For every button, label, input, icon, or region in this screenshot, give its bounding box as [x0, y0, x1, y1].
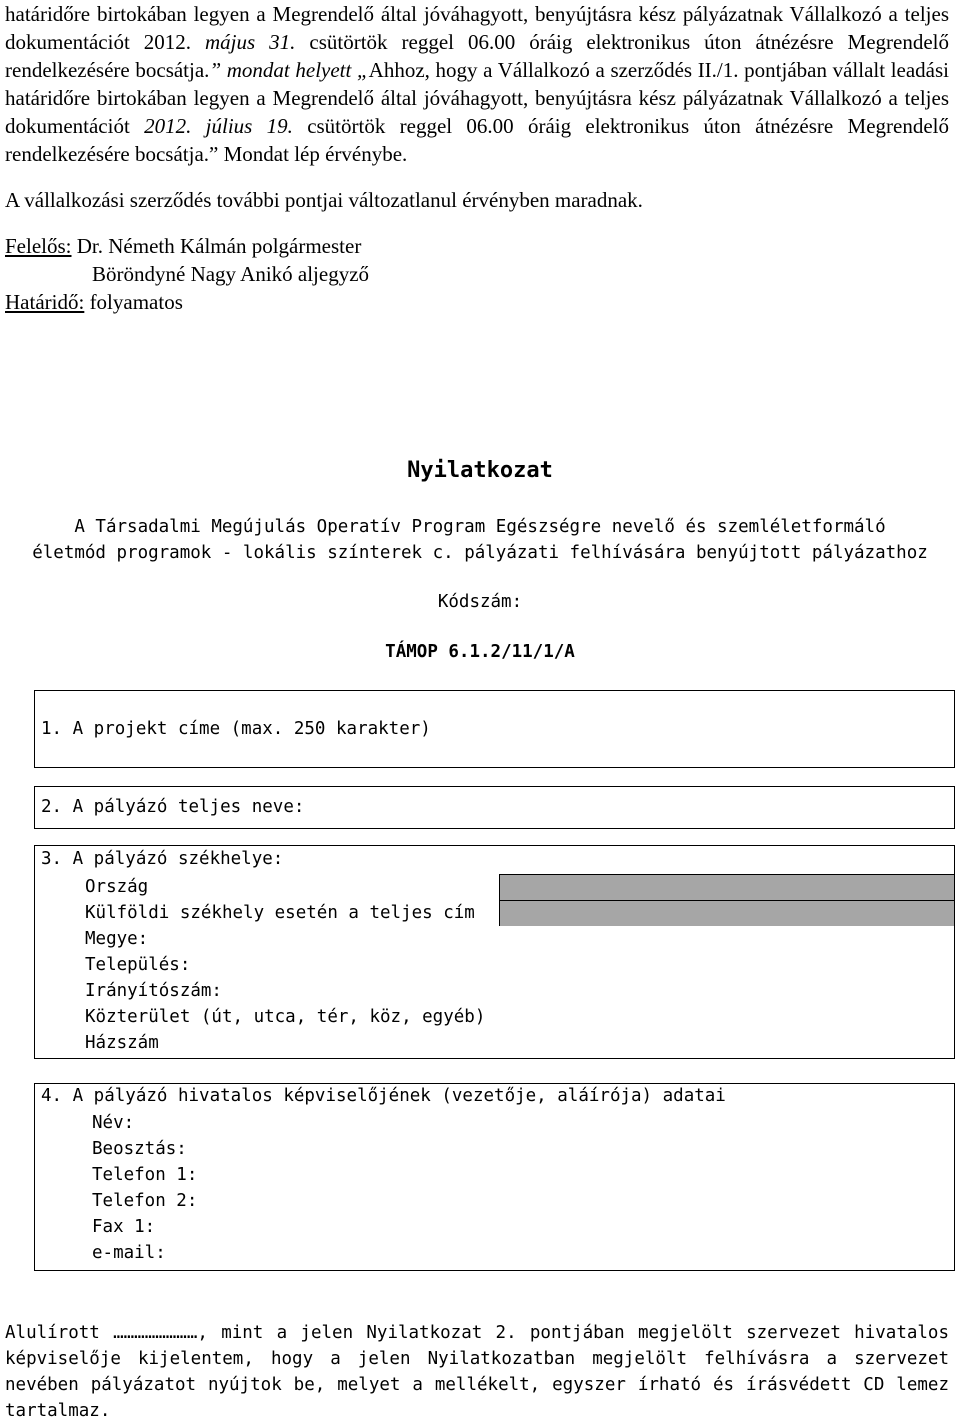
applicant-name-box[interactable] — [34, 786, 955, 829]
responsible-second-line: Böröndyné Nagy Anikó aljegyző — [92, 262, 370, 286]
seat-row-foreign-address[interactable]: Külföldi székhely esetén a teljes cím — [85, 903, 475, 923]
seat-row-county[interactable]: Megye: — [85, 929, 149, 949]
unchanged-clauses-paragraph: A vállalkozási szerződés további pontjai változatlanul érvényben maradnak. — [5, 188, 643, 212]
responsible-line: Felelős: Dr. Németh Kálmán polgármester — [5, 234, 362, 258]
representative-box — [34, 1083, 955, 1271]
seat-row-foreign-address-shade — [499, 900, 954, 926]
code-label: Kódszám: — [437, 592, 523, 612]
rep-row-phone2[interactable]: Telefon 2: — [92, 1191, 198, 1211]
amendment-paragraph: határidőre birtokában legyen a Megrendelő által jóváhagyott, benyújtásra kész pályázatnak Vállalkozó a teljes dokumentációt 2012. május 31. csütörtök reggel 06.00 óráig elektronikus úton átnézésre Megrendelő rendelkezésére bocsátja.” mondat helyett „Ahhoz, hogy a Vállalkozó a szerződés II./1. pontjában vállalt leadási határidőre birtokában legyen a Megrendelő által jóváhagyott, benyújtásra kész pályázatnak Vállalkozó a teljes dokumentációt 2012. július 19. csütörtök reggel 06.00 óráig elektronikus úton átnézésre Megrendelő rendelkezésére bocsátja.” Mondat lép érvénybe. — [5, 2, 950, 166]
form-subtitle: A Társadalmi Megújulás Operatív Program Egészségre nevelő és szemléletformáló életmód programok - lokális színterek c. pályázati felhívására benyújtott pályázathoz — [32, 517, 928, 563]
seat-row-postcode[interactable]: Irányítószám: — [85, 981, 222, 1001]
code-value: TÁMOP 6.1.2/11/1/A — [385, 642, 575, 662]
rep-row-name[interactable]: Név: — [92, 1113, 135, 1133]
seat-row-street[interactable]: Közterület (út, utca, tér, köz, egyéb) — [85, 1007, 486, 1027]
applicant-seat-box — [34, 845, 955, 1059]
rep-row-phone1[interactable]: Telefon 1: — [92, 1165, 198, 1185]
rep-row-position[interactable]: Beosztás: — [92, 1139, 187, 1159]
seat-row-settlement[interactable]: Település: — [85, 955, 191, 975]
deadline-line: Határidő: folyamatos — [5, 290, 183, 314]
seat-row-country[interactable]: Ország — [85, 877, 149, 897]
rep-row-email[interactable]: e-mail: — [92, 1243, 166, 1263]
applicant-name-label: 2. A pályázó teljes neve: — [41, 797, 305, 817]
representative-header: 4. A pályázó hivatalos képviselőjének (vezetője, aláírója) adatai — [41, 1086, 726, 1106]
resolution-text — [5, 0, 949, 316]
form-title: Nyilatkozat — [407, 458, 553, 483]
declaration-text: Alulírott ……………………, mint a jelen Nyilatkozat 2. pontjában megjelölt szervezet hivatalos képviselője kijelentem, hogy a jelen Nyilatkozatban megjelölt felhívásra a szervezet nevében pályázatot nyújtok be, melyet a mellékelt, egyszer írható és írásvédett CD lemez tartalmaz. — [5, 1323, 949, 1421]
project-title-box[interactable] — [34, 690, 955, 768]
project-title-label: 1. A projekt címe (max. 250 karakter) — [41, 719, 431, 739]
seat-header: 3. A pályázó székhelye: — [41, 849, 284, 869]
seat-row-country-shade — [499, 874, 954, 900]
rep-row-fax[interactable]: Fax 1: — [92, 1217, 156, 1237]
seat-row-house-number[interactable]: Házszám — [85, 1033, 159, 1053]
